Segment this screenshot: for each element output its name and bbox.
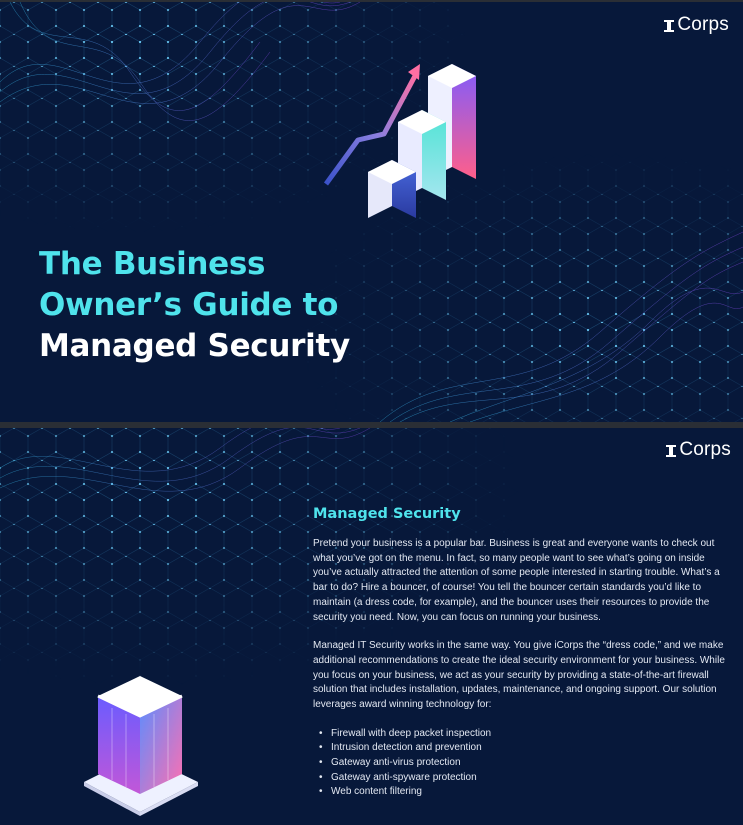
icorps-logo	[664, 439, 731, 461]
cover-title-line3: Managed Security	[39, 328, 350, 364]
list-item: • Intrusion detection and prevention	[325, 741, 725, 756]
list-item: • Gateway anti-virus protection	[325, 756, 725, 771]
paragraph-1: Pretend your business is a popular bar. Business is great and everyone wants to check out what you’ve got on the menu. In fact, so many people want to see what’s going on inside you’ve actually attracted the attention of some people interested in starting trouble. What’s a bar to do? Hire a bouncer, of course! You tell the bouncer certain standards you’d like to maintain (a dress code, for example), and the bouncer uses their resources to provide the security you need. Now, you can focus on running your business.	[313, 538, 720, 623]
brand-name: Corps	[679, 439, 731, 460]
section-heading: Managed Security	[313, 506, 461, 522]
cover-page	[0, 2, 743, 422]
brand-name: Corps	[677, 14, 729, 35]
icorps-logo-icon	[662, 18, 676, 33]
list-item: • Firewall with deep packet inspection	[325, 727, 725, 742]
list-item: • Web content filtering	[325, 785, 725, 800]
growth-chart-icon	[318, 54, 488, 226]
icorps-logo	[662, 14, 729, 36]
icorps-logo-icon	[664, 443, 678, 458]
feature-list	[313, 727, 725, 800]
server-icon	[82, 666, 200, 816]
managed-security-content	[313, 506, 725, 800]
cover-title-line1: The Business	[39, 246, 266, 282]
paragraph-2: Managed IT Security works in the same way. You give iCorps the “dress code,” and we make additional recommendations to create the ideal security environment for your business. While you focus on your business, we act as your security by providing a state-of-the-art firewall solution that includes installation, updates, maintenance, and ongoing support. Our solution leverages award winning technology for:	[313, 640, 725, 711]
list-item: • Gateway anti-spyware protection	[325, 771, 725, 786]
managed-security-page	[0, 428, 743, 825]
cover-title-line2: Owner’s Guide to	[39, 287, 339, 323]
cover-title	[39, 244, 350, 367]
